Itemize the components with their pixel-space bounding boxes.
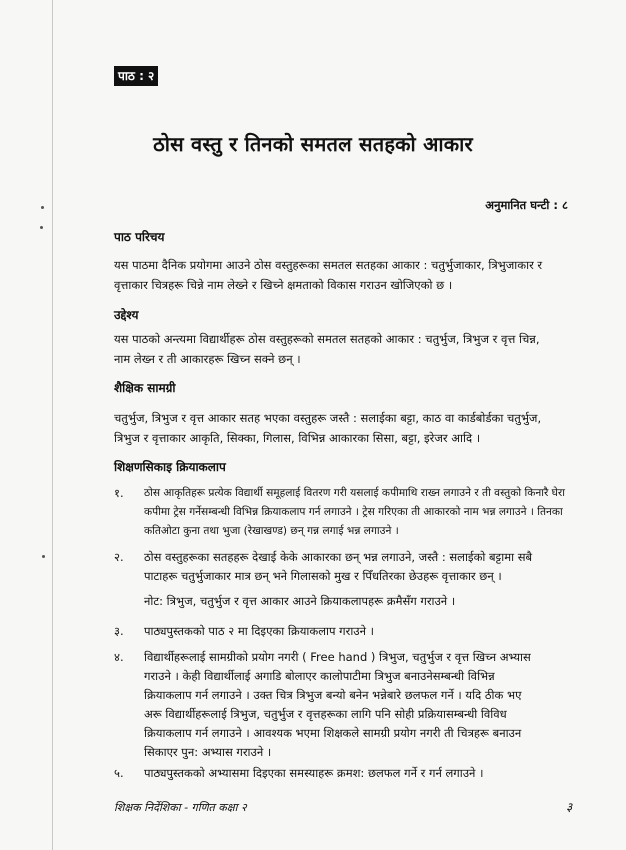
materials-heading: शैक्षिक सामग्री: [114, 381, 176, 395]
activity-line: ठोस वस्तुहरूका सतहहरू देखाई केके आकारका छन् भन्न लगाउने, जस्तै : सलाईको बट्टामा सबै: [144, 550, 533, 564]
activity-line: पाटाहरू चतुर्भुजाकार मात्र छन् भने गिलासको मुख र पिँधतिरका छेउहरू वृत्ताकार छन् ।: [144, 569, 502, 583]
activity-number: ४.: [114, 650, 124, 664]
intro-line: यस पाठमा दैनिक प्रयोगमा आउने ठोस वस्तुहरूका समतल सतहका आकार : चतुर्भुजाकार, त्रिभुजाकार र: [114, 258, 543, 272]
activity-text: [144, 622, 590, 641]
activity-line: क्रियाकलाप गर्न लगाउने । उक्त चित्र त्रिभुज बन्यो बनेन भन्नेबारे छलफल गर्ने । यदि ठीक भए: [144, 688, 522, 702]
activity-line: कपीमा ट्रेस गर्नेसम्बन्धी विभिन्न क्रियाकलाप गर्न लगाउने । ट्रेस गरिएका ती आकारको नाम भन्न लगाउने । तिनका: [144, 506, 563, 518]
estimated-hours: अनुमानित घन्टी : ८: [485, 198, 568, 212]
activity-text: [144, 548, 590, 586]
scan-speck: [40, 226, 43, 229]
intro-heading: पाठ परिचय: [114, 230, 165, 244]
scan-speck: [41, 206, 44, 209]
materials-line: चतुर्भुज, त्रिभुज र वृत्त आकार सतह भएका वस्तुहरू जस्तै : सलाईका बट्टा, काठ वा कार्डबोर्डका चतुर्भुज,: [114, 411, 542, 425]
objective-line: नाम लेख्न र ती आकारहरू खिच्न सक्ने छन् ।: [114, 352, 301, 366]
activity-line: अरू विद्यार्थीहरूलाई त्रिभुज, चतुर्भुज र वृत्तहरूका लागि पनि सोही प्रक्रियासम्बन्धी विविध: [144, 707, 507, 721]
scan-speck: [42, 555, 45, 558]
materials-paragraph: [114, 408, 590, 448]
page-title: ठोस वस्तु र तिनको समतल सतहको आकार: [153, 132, 473, 156]
activity-line: सिकाएर पुन: अभ्यास गराउने ।: [144, 745, 272, 759]
activity-line: कतिओटा कुना तथा भुजा (रेखाखण्ड) छन् गन्न लगाई भन्न लगाउने ।: [144, 525, 399, 537]
activity-line: विद्यार्थीहरूलाई सामग्रीको प्रयोग नगरी ( Free hand ) त्रिभुज, चतुर्भुज र वृत्त खिच्न अभ्यास: [144, 650, 531, 664]
activity-number: ३.: [114, 624, 124, 638]
materials-line: त्रिभुज र वृत्ताकार आकृति, सिक्का, गिलास, विभिन्न आकारका सिसा, बट्टा, इरेजर आदि ।: [114, 431, 481, 445]
objective-line: यस पाठको अन्त्यमा विद्यार्थीहरू ठोस वस्तुहरूको समतल सतहको आकार : चतुर्भुज, त्रिभुज र वृत्त चिन्न,: [114, 332, 540, 346]
activity-line: पाठ्यपुस्तकको अभ्यासमा दिइएका समस्याहरू क्रमश: छलफल गर्ने र गर्न लगाउने ।: [144, 766, 484, 780]
intro-paragraph: [114, 255, 590, 295]
activity-note: नोट: त्रिभुज, चतुर्भुज र वृत्त आकार आउने क्रियाकलापहरू क्रमैसँग गराउने ।: [144, 594, 456, 608]
intro-line: वृत्ताकार चित्रहरू चिन्ने नाम लेख्ने र खिच्ने क्षमताको विकास गराउन खोजिएको छ ।: [114, 278, 453, 292]
footer-title: शिक्षक निर्देशिका - गणित कक्षा २: [114, 801, 247, 814]
activities-heading: शिक्षणसिकाइ क्रियाकलाप: [114, 460, 226, 474]
activity-line: ठोस आकृतिहरू प्रत्येक विद्यार्थी समूहलाई वितरण गरी यसलाई कपीमाथि राख्न लगाउने र ती वस्तुको किनारै घेरा: [144, 487, 566, 499]
activity-number: ५.: [114, 766, 124, 780]
activity-text: [144, 764, 590, 783]
activity-line: पाठ्यपुस्तकको पाठ २ मा दिइएका क्रियाकलाप गराउने ।: [144, 624, 375, 638]
activity-number: २.: [114, 550, 124, 564]
activity-line: गराउने । केही विद्यार्थीलाई अगाडि बोलाएर कालोपाटीमा त्रिभुज बनाउनेसम्बन्धी विभिन्न: [144, 669, 495, 683]
activity-line: क्रियाकलाप गर्न लगाउने । आवश्यक भएमा शिक्षकले सामग्री प्रयोग नगरी ती चित्रहरू बनाउन: [144, 726, 522, 740]
binding-margin-line: [52, 0, 53, 850]
objective-heading: उद्देश्य: [114, 308, 139, 322]
activity-number: १.: [114, 486, 124, 500]
objective-paragraph: [114, 329, 590, 369]
activity-text: [144, 484, 590, 541]
activity-text: [144, 648, 590, 762]
page-number: ३: [566, 800, 573, 814]
lesson-tag: पाठ : २: [114, 66, 158, 86]
